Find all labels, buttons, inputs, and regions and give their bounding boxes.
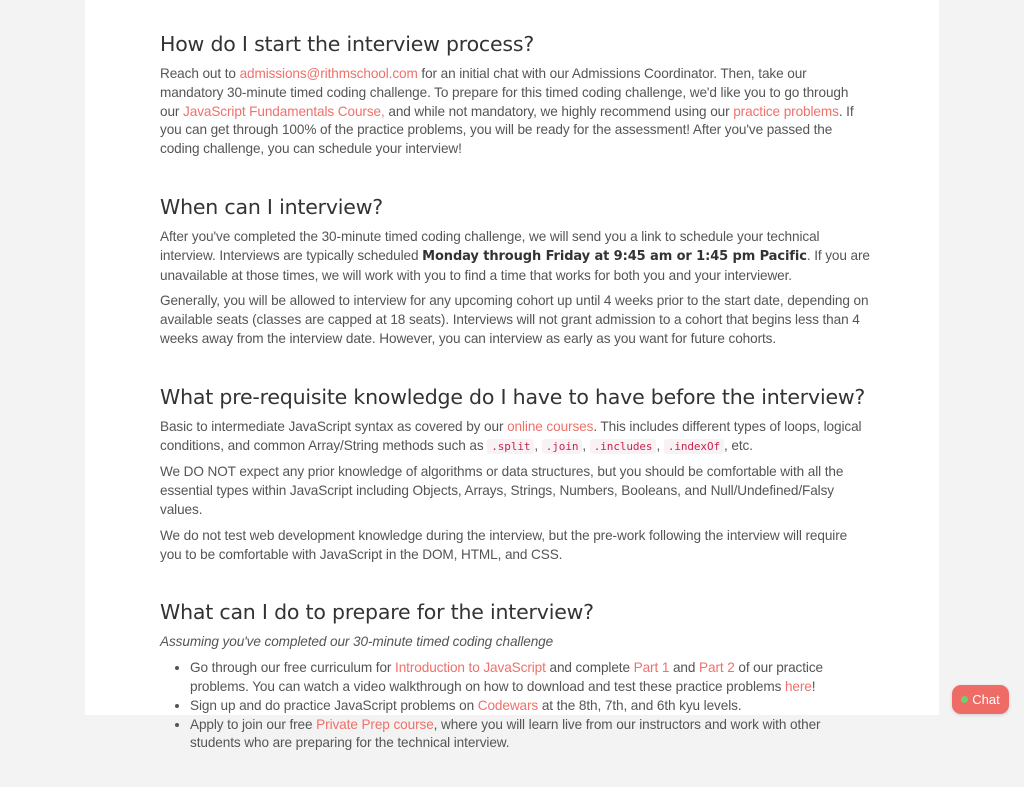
text: of our practice problems. You can watch a video walkthrough on how to download and test these practice problems xyxy=(190,660,824,694)
text: Reach out to xyxy=(160,66,240,81)
section-heading: What pre-requisite knowledge do I have to have before the interview? xyxy=(160,384,866,409)
text: , xyxy=(656,437,664,453)
part-1-link[interactable]: Part 1 xyxy=(633,660,670,676)
text: . If you can get through 100% of the practice problems, you will be ready for the assessment! After you've passed the coding challenge, you can schedule your interview! xyxy=(160,103,854,157)
js-fundamentals-course-link[interactable]: JavaScript Fundamentals Course, xyxy=(183,103,385,119)
chat-label: Chat xyxy=(972,692,1000,707)
text: , etc. xyxy=(724,437,753,453)
list-item xyxy=(190,716,870,754)
text: and xyxy=(669,660,700,676)
text: . This includes different types of loops, logical conditions, and common Array/String methods such as xyxy=(160,418,862,453)
text: After you've completed the 30-minute timed coding challenge, we will send you a link to schedule your technical interview. Interviews are typically scheduled xyxy=(160,228,820,263)
text: . If you are unavailable at those times, we will work with you to find a time that works for both you and your interviewer. xyxy=(160,247,870,283)
text: Go through our free curriculum for xyxy=(190,660,396,676)
paragraph: We do not test web development knowledge during the interview, but the pre-work following the interview will require you to be comfortable with JavaScript in the DOM, HTML, and CSS. xyxy=(160,527,848,562)
video-walkthrough-link[interactable]: here xyxy=(784,678,812,694)
codewars-link[interactable]: Codewars xyxy=(477,697,539,713)
faq-content xyxy=(160,30,870,787)
online-dot-icon xyxy=(961,696,968,703)
private-prep-course-link[interactable]: Private Prep course xyxy=(316,716,434,732)
practice-problems-link[interactable]: practice problems xyxy=(733,103,839,119)
code-join: .join xyxy=(542,439,583,454)
subtitle-text: Assuming you've completed our 30-minute timed coding challenge xyxy=(160,634,554,650)
admissions-email-link[interactable]: admissions@rithmschool.com xyxy=(239,66,418,81)
part-2-link[interactable]: Part 2 xyxy=(699,660,735,676)
intro-to-javascript-link[interactable]: Introduction to JavaScript xyxy=(395,660,546,676)
code-split: .split xyxy=(487,439,534,454)
page-container xyxy=(85,0,939,751)
text: at the 8th, 7th, and 6th kyu levels. xyxy=(538,697,742,713)
text: and complete xyxy=(545,660,634,676)
section-prepare xyxy=(160,598,870,753)
section-start-interview xyxy=(160,30,870,159)
paragraph xyxy=(160,418,870,457)
paragraph: We DO NOT expect any prior knowledge of algorithms or data structures, but you should be comfortable with all the essential types within JavaScript including Objects, Arrays, Strings, Numbers, Booleans, and Null/Undefined/Falsy values. xyxy=(160,464,844,517)
paragraph xyxy=(160,65,870,159)
list-item xyxy=(190,659,870,697)
text: Basic to intermediate JavaScript syntax as covered by our xyxy=(160,418,508,434)
prep-list xyxy=(160,659,870,753)
text: and while not mandatory, we highly recommend using our xyxy=(384,103,734,119)
text: , xyxy=(582,437,590,453)
section-heading: What can I do to prepare for the interview? xyxy=(160,600,594,625)
paragraph: Generally, you will be allowed to interview for any upcoming cohort up until 4 weeks prior to the start date, depending on available seats (classes are capped at 18 seats). Interviews will not grant admission to a cohort that begins less than 4 weeks away from the interview date. However, you can interview as early as you want for future cohorts. xyxy=(160,293,869,346)
section-prerequisites xyxy=(160,383,870,565)
section-when-interview xyxy=(160,193,870,349)
code-indexof: .indexOf xyxy=(664,439,724,454)
schedule-times: Monday through Friday at 9:45 am or 1:45 pm Pacific xyxy=(422,248,807,264)
text: , xyxy=(534,437,542,453)
section-subtitle xyxy=(160,633,870,652)
section-heading: When can I interview? xyxy=(160,194,383,219)
code-includes: .includes xyxy=(590,439,657,454)
chat-button[interactable] xyxy=(952,685,1009,714)
section-heading: How do I start the interview process? xyxy=(160,32,535,56)
text: Apply to join our free xyxy=(190,716,317,732)
text: Sign up and do practice JavaScript problems on xyxy=(190,697,478,713)
list-item xyxy=(190,697,870,716)
online-courses-link[interactable]: online courses xyxy=(507,418,594,434)
text: ! xyxy=(811,678,816,694)
paragraph xyxy=(160,228,870,285)
text: for an initial chat with our Admissions Coordinator. Then, take our mandatory 30-minute timed coding challenge. To prepare for this timed coding challenge, we'd like you to go through our xyxy=(160,66,849,119)
text: , where you will learn live from our instructors and work with other students who are preparing for the technical interview. xyxy=(190,716,821,751)
